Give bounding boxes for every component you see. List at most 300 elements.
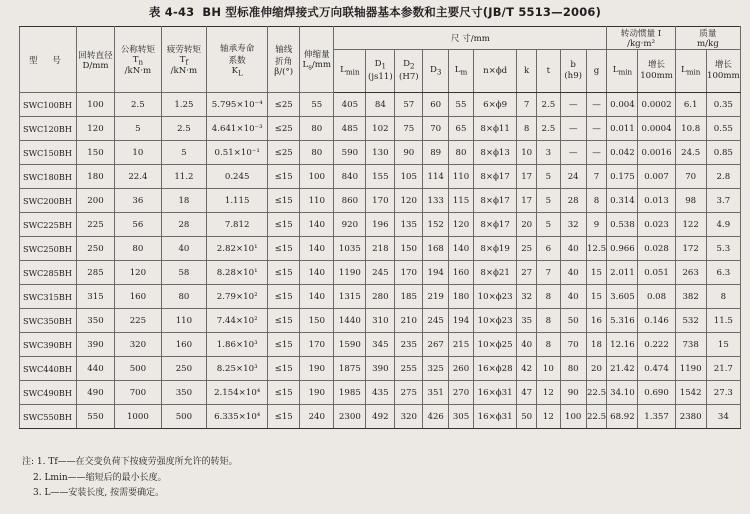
table-cell: 47 [517,381,537,405]
table-cell: 840 [334,165,366,189]
table-cell: 80 [115,237,162,261]
table-cell: 8×ϕ19 [473,237,516,261]
table-cell: 6.3 [706,261,740,285]
table-cell: 350 [161,381,207,405]
table-cell: 2.5 [536,117,560,141]
table-cell: 55 [300,93,334,117]
table-cell: 6.335×10⁴ [207,405,268,429]
table-cell: 36 [115,189,162,213]
table-cell: 2.5 [161,117,207,141]
table-cell: 255 [395,357,423,381]
table-cell: ≤15 [268,405,300,429]
table-cell: 50 [560,309,586,333]
table-cell: 305 [449,405,474,429]
header-extension: 伸缩量 $L_s/mm$ [300,27,334,93]
table-cell: 1542 [675,381,706,405]
table-cell: 3 [536,141,560,165]
table-body [20,93,741,429]
table-cell: 0.175 [607,165,638,189]
row-model: SWC490BH [20,381,77,405]
header-inertia: 转动惯量 I /kg·m² [607,27,675,50]
table-cell: 1.86×10³ [207,333,268,357]
table-caption: BH 型标准伸缩焊接式万向联轴器基本参数和主要尺寸(JB/T 5513—2006) [202,5,602,19]
table-cell: 8×ϕ17 [473,189,516,213]
row-model: SWC120BH [20,117,77,141]
table-cell: 12 [536,381,560,405]
table-cell: 260 [449,357,474,381]
table-cell: 120 [395,189,423,213]
table-cell: 0.222 [638,333,675,357]
table-cell: ≤15 [268,309,300,333]
table-cell: 180 [76,165,114,189]
table-cell: 390 [366,357,395,381]
header-inertia-lmin: $L_{min}$ [607,50,638,93]
table-cell: 8 [586,189,607,213]
table-cell: 40 [161,237,207,261]
table-title [0,4,750,20]
header-d2: $D_2$ (H7) [395,50,423,93]
table-cell: 6 [536,237,560,261]
table-row [20,189,741,213]
table-cell: 240 [300,405,334,429]
table-cell: 8 [536,333,560,357]
table-cell: 140 [300,261,334,285]
table-cell: 22.4 [115,165,162,189]
footnote-1: 注: 1. Tf——在交变负荷下按疲劳强度所允许的转矩。 [22,457,238,467]
table-cell: 58 [161,261,207,285]
table-cell: 0.85 [706,141,740,165]
table-row [20,93,741,117]
table-cell: 1000 [115,405,162,429]
table-row [20,357,741,381]
table-cell: 155 [366,165,395,189]
header-model: 型 号 [20,27,77,93]
table-cell: 5 [536,213,560,237]
table-cell: 10 [115,141,162,165]
table-cell: 12.5 [586,237,607,261]
table-cell: 150 [300,309,334,333]
table-cell: 10 [517,141,537,165]
table-cell: 100 [560,405,586,429]
footnote-3: 3. L——安装长度, 按需要确定。 [33,488,165,498]
header-d1: $D_1$ (js11) [366,50,395,93]
table-cell: 24 [560,165,586,189]
footnote-2: 2. Lmin——缩短后的最小长度。 [33,472,167,483]
table-cell: 80 [300,117,334,141]
table-cell: 263 [675,261,706,285]
table-cell: 3.7 [706,189,740,213]
header-rotation-dia: 回转直径 D/mm [76,27,114,93]
table-cell: 170 [366,189,395,213]
table-cell: 90 [560,381,586,405]
table-cell: 1875 [334,357,366,381]
table-cell: 120 [449,213,474,237]
table-cell: 1190 [675,357,706,381]
row-model: SWC225BH [20,213,77,237]
table-cell: 1985 [334,381,366,405]
table-cell: 0.966 [607,237,638,261]
table-cell: 150 [76,141,114,165]
table-cell: 0.004 [607,93,638,117]
header-mass-lmin: $L_{min}$ [675,50,706,93]
table-cell: 15 [586,285,607,309]
table-cell: 485 [334,117,366,141]
table-cell: 405 [334,93,366,117]
header-t: t [536,50,560,93]
table-cell: 7 [536,261,560,285]
header-b: b (h9) [560,50,586,93]
table-cell: 2.5 [115,93,162,117]
table-cell: 8.25×10³ [207,357,268,381]
table-cell: 490 [76,381,114,405]
table-cell: 68.92 [607,405,638,429]
table-cell: 50 [517,405,537,429]
table-cell: 550 [76,405,114,429]
table-cell: 130 [366,141,395,165]
table-cell: 0.245 [207,165,268,189]
table-cell: 225 [76,213,114,237]
table-cell: 5 [536,189,560,213]
table-cell: 21.42 [607,357,638,381]
table-cell: 75 [395,117,423,141]
table-row [20,381,741,405]
table-cell: 105 [395,165,423,189]
table-cell: — [586,117,607,141]
table-cell: 250 [161,357,207,381]
table-cell: ≤25 [268,117,300,141]
table-cell: 10×ϕ23 [473,309,516,333]
table-cell: 0.023 [638,213,675,237]
table-cell: 5 [161,141,207,165]
table-cell: 0.08 [638,285,675,309]
table-cell: 56 [115,213,162,237]
table-cell: 100 [300,165,334,189]
table-cell: 500 [161,405,207,429]
table-cell: 18 [161,189,207,213]
table-cell: 0.0004 [638,117,675,141]
table-cell: 190 [300,381,334,405]
table-cell: 0.474 [638,357,675,381]
table-cell: 65 [449,117,474,141]
table-cell: 218 [366,237,395,261]
table-cell: 40 [560,237,586,261]
row-model: SWC200BH [20,189,77,213]
table-cell: — [560,117,586,141]
table-cell: ≤15 [268,261,300,285]
table-cell: 152 [423,213,449,237]
table-cell: 0.007 [638,165,675,189]
table-cell: 250 [76,237,114,261]
table-cell: — [560,141,586,165]
table-cell: 140 [300,237,334,261]
table-cell: 350 [76,309,114,333]
table-cell: 0.013 [638,189,675,213]
table-cell: 382 [675,285,706,309]
table-cell: 10.8 [675,117,706,141]
table-cell: 235 [395,333,423,357]
table-cell: 32 [517,285,537,309]
table-cell: 8×ϕ11 [473,117,516,141]
table-cell: 17 [517,165,537,189]
header-k: k [517,50,537,93]
table-cell: 34.10 [607,381,638,405]
header-inertia-per100: 增长 100mm [638,50,675,93]
row-model: SWC100BH [20,93,77,117]
table-cell: 5 [115,117,162,141]
table-cell: 532 [675,309,706,333]
header-mass: 质量 m/kg [675,27,740,50]
table-cell: ≤15 [268,381,300,405]
table-cell: 140 [300,285,334,309]
table-cell: 160 [449,261,474,285]
table-cell: 0.028 [638,237,675,261]
table-cell: 84 [366,93,395,117]
table-cell: 8 [517,117,537,141]
table-row [20,213,741,237]
table-cell: 135 [395,213,423,237]
table-cell: 17 [517,189,537,213]
table-cell: 24.5 [675,141,706,165]
table-cell: 1190 [334,261,366,285]
table-cell: 0.042 [607,141,638,165]
table-cell: 0.314 [607,189,638,213]
table-cell: 390 [76,333,114,357]
table-cell: 115 [449,189,474,213]
table-cell: 12 [536,405,560,429]
table-cell: 22.5 [586,381,607,405]
header-bearing-life: 轴承寿命 系数 $K_L$ [207,27,268,93]
table-cell: ≤15 [268,333,300,357]
table-cell: 15 [706,333,740,357]
table-cell: 2.82×10¹ [207,237,268,261]
table-cell: 440 [76,357,114,381]
table-cell: 150 [395,237,423,261]
table-row [20,261,741,285]
table-cell: 1.25 [161,93,207,117]
table-cell: 1.357 [638,405,675,429]
table-cell: 8×ϕ21 [473,261,516,285]
table-cell: 325 [423,357,449,381]
table-cell: 16×ϕ31 [473,405,516,429]
table-cell: 315 [76,285,114,309]
table-cell: 160 [161,333,207,357]
header-fatigue-torque: 疲劳转矩 $T_f$ /kN·m [161,27,207,93]
table-cell: 7.812 [207,213,268,237]
header-nominal-torque: 公称转矩 $T_n$ /kN·m [115,27,162,93]
table-cell: 0.690 [638,381,675,405]
table-cell: 70 [423,117,449,141]
table-cell: 10×ϕ25 [473,333,516,357]
header-g: g [586,50,607,93]
row-model: SWC390BH [20,333,77,357]
header-mass-per100: 增长 100mm [706,50,740,93]
table-cell: 3.605 [607,285,638,309]
table-cell: 500 [115,357,162,381]
table-cell: 102 [366,117,395,141]
table-cell: 8×ϕ17 [473,213,516,237]
table-cell: 28 [560,189,586,213]
table-cell: 160 [115,285,162,309]
table-cell: 2.011 [607,261,638,285]
table-cell: ≤15 [268,189,300,213]
table-cell: 4.9 [706,213,740,237]
header-shaft-angle: 轴线 折角 β/(°) [268,27,300,93]
table-cell: 0.538 [607,213,638,237]
table-cell: 170 [395,261,423,285]
table-cell: 40 [560,261,586,285]
table-cell: 245 [423,309,449,333]
table-cell: 0.146 [638,309,675,333]
table-cell: ≤15 [268,165,300,189]
table-cell: 2380 [675,405,706,429]
spec-table [19,26,741,429]
table-cell: 16 [586,309,607,333]
table-cell: 185 [395,285,423,309]
table-row [20,141,741,165]
table-cell: 7.44×10² [207,309,268,333]
table-cell: 168 [423,237,449,261]
table-cell: 42 [517,357,537,381]
footnotes [22,455,238,502]
table-cell: 190 [300,357,334,381]
table-cell: 122 [675,213,706,237]
table-cell: 5.795×10⁻⁴ [207,93,268,117]
table-cell: ≤15 [268,237,300,261]
table-cell: 8 [536,309,560,333]
table-cell: 8 [706,285,740,309]
table-cell: 5.3 [706,237,740,261]
table-cell: 7 [586,165,607,189]
table-cell: 2.79×10² [207,285,268,309]
table-cell: 0.51×10⁻¹ [207,141,268,165]
table-cell: 6×ϕ9 [473,93,516,117]
table-cell: 140 [449,237,474,261]
row-model: SWC150BH [20,141,77,165]
table-cell: 351 [423,381,449,405]
table-cell: 170 [300,333,334,357]
table-row [20,237,741,261]
table-cell: 70 [675,165,706,189]
table-number: 表 4-43 [148,5,195,19]
table-cell: 22.5 [586,405,607,429]
table-cell: 270 [449,381,474,405]
table-cell: 11.5 [706,309,740,333]
table-cell: 267 [423,333,449,357]
header-lmin: $L_{min}$ [334,50,366,93]
table-cell: 275 [395,381,423,405]
table-cell: 140 [300,213,334,237]
row-model: SWC550BH [20,405,77,429]
table-cell: 110 [300,189,334,213]
table-row [20,333,741,357]
table-row [20,285,741,309]
table-cell: 180 [449,285,474,309]
table-cell: ≤15 [268,213,300,237]
table-cell: 120 [76,117,114,141]
table-cell: 0.011 [607,117,638,141]
table-cell: 2.154×10⁴ [207,381,268,405]
table-cell: 32 [560,213,586,237]
table-cell: 80 [449,141,474,165]
table-cell: 194 [423,261,449,285]
table-cell: 245 [366,261,395,285]
table-cell: 10 [536,357,560,381]
table-row [20,309,741,333]
table-cell: 219 [423,285,449,309]
table-cell: 25 [517,237,537,261]
table-cell: — [560,93,586,117]
table-cell: 20 [586,357,607,381]
table-cell: 1035 [334,237,366,261]
table-cell: 55 [449,93,474,117]
table-cell: 225 [115,309,162,333]
table-cell: ≤25 [268,93,300,117]
table-cell: ≤25 [268,141,300,165]
table-cell: 21.7 [706,357,740,381]
table-cell: 27.3 [706,381,740,405]
table-cell: 590 [334,141,366,165]
table-cell: 20 [517,213,537,237]
table-cell: 2300 [334,405,366,429]
table-cell: 133 [423,189,449,213]
table-cell: 35 [517,309,537,333]
table-cell: 110 [449,165,474,189]
table-cell: 16×ϕ28 [473,357,516,381]
header-lm: $L_m$ [449,50,474,93]
row-model: SWC440BH [20,357,77,381]
row-model: SWC250BH [20,237,77,261]
table-cell: 310 [366,309,395,333]
table-cell: 110 [161,309,207,333]
table-cell: 80 [560,357,586,381]
table-cell: 320 [115,333,162,357]
table-cell: 80 [300,141,334,165]
table-cell: 90 [395,141,423,165]
table-cell: 7 [517,93,537,117]
table-cell: 8 [536,285,560,309]
row-model: SWC350BH [20,309,77,333]
table-cell: 70 [560,333,586,357]
table-cell: 98 [675,189,706,213]
table-cell: 172 [675,237,706,261]
table-cell: 320 [395,405,423,429]
table-cell: 89 [423,141,449,165]
table-cell: 280 [366,285,395,309]
table-cell: 0.0002 [638,93,675,117]
row-model: SWC285BH [20,261,77,285]
table-cell: 5 [536,165,560,189]
table-cell: 435 [366,381,395,405]
table-cell: 426 [423,405,449,429]
table-cell: 492 [366,405,395,429]
header-row-1 [20,27,741,50]
table-cell: ≤15 [268,285,300,309]
table-cell: 2.5 [536,93,560,117]
table-cell: 194 [449,309,474,333]
table-row [20,117,741,141]
table-cell: 57 [395,93,423,117]
table-cell: 40 [517,333,537,357]
table-cell: ≤15 [268,357,300,381]
table-cell: 0.051 [638,261,675,285]
table-cell: 80 [161,285,207,309]
table-cell: 1315 [334,285,366,309]
table-cell: 0.35 [706,93,740,117]
table-cell: 40 [560,285,586,309]
table-cell: 28 [161,213,207,237]
table-cell: 34 [706,405,740,429]
table-cell: 700 [115,381,162,405]
